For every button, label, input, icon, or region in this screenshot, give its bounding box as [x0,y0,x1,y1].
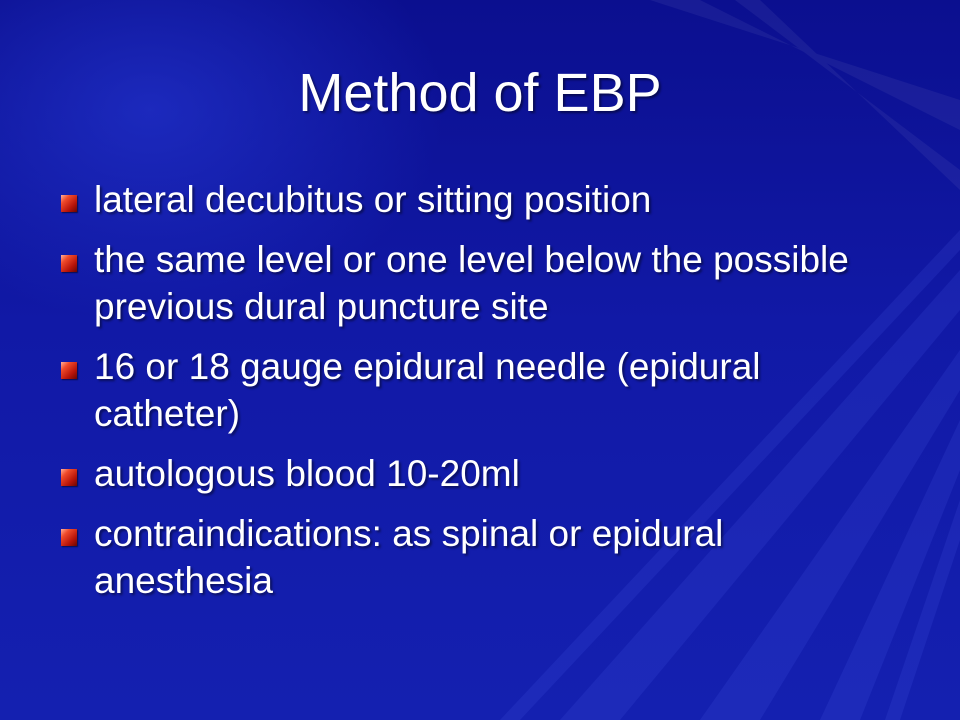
bullet-text: autologous blood 10-20ml [94,453,520,494]
square-bullet-icon [61,195,77,212]
square-bullet-icon [61,529,77,546]
bullet-text: lateral decubitus or sitting position [94,179,652,220]
square-bullet-icon [61,469,77,486]
square-bullet-icon [61,255,77,272]
slide-title: Method of EBP [298,63,662,123]
bullet-item [60,450,880,497]
bullet-text: the same level or one level below the possible previous dural puncture site [94,239,849,327]
bullet-item [60,343,880,437]
bullet-text: contraindications: as spinal or epidural anesthesia [94,513,724,601]
bullet-item [60,236,880,330]
bullet-item [60,510,880,604]
square-bullet-icon [61,362,77,379]
bullet-item [60,176,880,223]
bullet-list [60,176,880,617]
bullet-text: 16 or 18 gauge epidural needle (epidural catheter) [94,346,761,434]
